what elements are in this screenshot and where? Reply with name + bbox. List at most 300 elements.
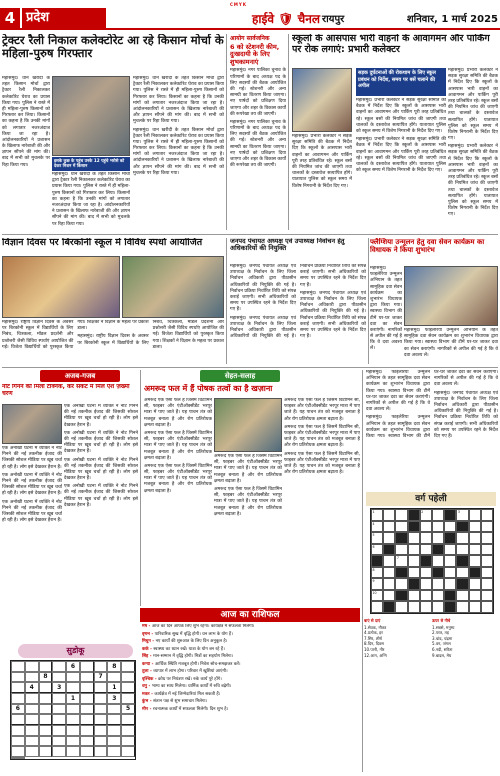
column-rule <box>362 370 363 772</box>
crossword-cell <box>383 544 395 556</box>
crossword-cell-number: 7 <box>396 556 399 561</box>
story-fire-headline[interactable]: 6 को स्टेशनरी कीम, दुःखदायी के लिए शुभकामनाएं <box>230 43 280 66</box>
crossword-across-clue: 4.प्रत्येक, हर <box>364 630 383 636</box>
crossword-cell[interactable] <box>408 601 420 613</box>
crossword-down-title: ऊपर से नीचे <box>432 618 451 623</box>
crossword-cell[interactable] <box>432 509 444 521</box>
story-tractor-photo <box>52 76 130 156</box>
crossword-down <box>432 618 498 772</box>
rashifal-item <box>142 639 360 645</box>
story-school-headline-block <box>292 34 498 66</box>
sudoku-cell[interactable] <box>66 725 80 736</box>
crossword-cell[interactable] <box>408 590 420 602</box>
crossword-cell[interactable] <box>371 532 383 544</box>
crossword-cell[interactable] <box>469 578 481 590</box>
crossword-cell[interactable] <box>432 601 444 613</box>
crossword-cell[interactable] <box>444 578 456 590</box>
crossword-cell[interactable] <box>444 567 456 579</box>
sudoku-cell[interactable] <box>25 714 39 725</box>
story-health-headline-block <box>144 384 360 396</box>
sudoku-cell[interactable] <box>52 746 66 757</box>
crossword-cell <box>408 578 420 590</box>
sudoku-cell[interactable] <box>25 746 39 757</box>
rashifal-text: क्रोध पर नियंत्रण रखें। रुके कार्य पूरे होंगे। <box>158 676 222 682</box>
crossword-cell[interactable] <box>395 601 407 613</box>
crossword-cell[interactable] <box>395 544 407 556</box>
crossword-cell[interactable] <box>420 601 432 613</box>
crossword-across-clue: 7.सिर, शीर्ष <box>364 635 382 641</box>
rashifal-text: आज का दिन आपके लिए शुभ रहेगा। कार्यक्षेत्र में सफलता मिलेगी। <box>151 624 255 629</box>
sudoku-cell[interactable] <box>11 736 25 747</box>
sudoku-cell[interactable] <box>25 672 39 683</box>
story-ajab-text-2: एक अनोखी घटना में व्यक्ति ने नोट गिनने की नई तकनीक ईजाद की जिसकी सोशल मीडिया पर खूब चर्चा हो रही है। लोग इसे देखकर हैरान हैं। <box>64 430 138 455</box>
sudoku-cell[interactable] <box>11 661 25 672</box>
story-inauguration-body-b: महासमुंद। फाइलेरिया उन्मूलन अभियान के तहत सामूहिक दवा सेवन कार्यक्रम का शुभारंभ विधायक द्वारा किया गया। स्वास्थ्य विभाग की टीमें घर-घर जाकर दवा का सेवन कराएंगी। नागरिकों से अपील की गई है कि वे दवा अवश्य लें। <box>404 328 498 358</box>
story-health-text: अमरूद एक ऐसा फल है जिसमें विटामिन सी, फाइबर और एंटीऑक्सीडेंट भरपूर मात्रा में पाए जाते हैं। यह पाचन तंत्र को मजबूत बनाता है और रोग प्रतिरोधक क्षमता बढ़ाता है। <box>144 398 212 428</box>
sudoku-cell[interactable] <box>11 682 25 693</box>
crossword-down-clue: 5.वन, जंगल <box>432 641 451 647</box>
sudoku-cell[interactable] <box>39 746 53 757</box>
story-ajab-text-4: एक अनोखी घटना में व्यक्ति ने नोट गिनने की नई तकनीक ईजाद की जिसकी सोशल मीडिया पर खूब चर्चा हो रही है। लोग इसे देखकर हैरान हैं। <box>64 484 138 508</box>
sudoku-cell[interactable] <box>107 736 121 747</box>
sudoku-cell[interactable] <box>66 714 80 725</box>
sudoku-cell[interactable] <box>52 736 66 747</box>
crossword-cell[interactable] <box>420 532 432 544</box>
crossword-across <box>364 618 430 772</box>
sudoku-cell[interactable] <box>52 714 66 725</box>
crossword-cell[interactable] <box>371 544 383 556</box>
sudoku-cell[interactable] <box>66 682 80 693</box>
rashifal-sign: मकर - <box>142 691 155 697</box>
story-science-body <box>2 320 224 364</box>
story-panchayat-text-2: महासमुंद। जनपद पंचायत अध्यक्ष एवं उपाध्यक्ष के निर्वाचन के लिए जिला निर्वाचन अधिकारी द्वारा पीठासीन अधिकारियों की नियुक्ति की गई है। निर्वाचन प्रक्रिया निर्धारित तिथि को संपन्न कराई जाएगी। सभी अधिकारियों को समय पर उपस्थित रहने के निर्देश दिए गए हैं। <box>230 264 366 340</box>
rashifal-sign: तुला - <box>142 669 154 675</box>
crossword-cell[interactable] <box>481 521 493 533</box>
issue-date: शनिवार, 1 मार्च 2025 <box>406 14 498 25</box>
sudoku-cell[interactable] <box>80 746 94 757</box>
crossword-cell[interactable] <box>481 509 493 521</box>
crossword-cell-number: 6 <box>372 544 375 549</box>
rashifal-item <box>142 684 360 690</box>
crossword-cell[interactable] <box>432 555 444 567</box>
sudoku-cell[interactable] <box>39 661 53 672</box>
story-health-text-5: अमरूद एक ऐसा फल है जिसमें विटामिन सी, फाइबर और एंटीऑक्सीडेंट भरपूर मात्रा में पाए जाते हैं। यह पाचन तंत्र को मजबूत बनाता है और रोग प्रतिरोधक क्षमता बढ़ाता है। <box>214 486 282 517</box>
sudoku-cell[interactable] <box>66 736 80 747</box>
crossword-title: वर्ग पहेली <box>366 492 496 506</box>
crossword-cell[interactable] <box>371 601 383 613</box>
sudoku-cell[interactable] <box>121 746 135 757</box>
sudoku-cell[interactable] <box>11 757 25 759</box>
sudoku-grid[interactable] <box>10 660 136 760</box>
crossword-cell <box>383 601 395 613</box>
rashifal-item <box>142 669 360 675</box>
sudoku-cell[interactable]: 3 <box>52 682 66 693</box>
sudoku-cell[interactable] <box>121 693 135 704</box>
story-health-body-a <box>144 398 212 604</box>
column-rule <box>226 34 227 230</box>
crossword-cell[interactable] <box>408 532 420 544</box>
rashifal-sign: कर्क - <box>142 646 154 652</box>
story-science-photo-2 <box>122 256 224 318</box>
rashifal-text: आर्थिक स्थिति मजबूत होगी। निवेश सोच-समझकर करें। <box>154 661 241 667</box>
crossword-cell[interactable] <box>420 544 432 556</box>
sudoku-cell[interactable] <box>39 736 53 747</box>
story-ajab-text-3: एक अनोखी घटना में व्यक्ति ने नोट गिनने की नई तकनीक ईजाद की जिसकी सोशल मीडिया पर खूब चर्चा हो रही है। लोग इसे देखकर हैरान हैं। <box>64 457 138 482</box>
sudoku-cell[interactable] <box>121 682 135 693</box>
crossword-cell[interactable] <box>481 555 493 567</box>
story-tractor-headline[interactable]: ट्रेक्टर रैली निकाल कलेक्टोरेट आ रहे किसान मोर्चा के महिला-पुरुष गिरफ्तार <box>2 34 224 61</box>
crossword-cell <box>444 590 456 602</box>
crossword-cell-number: 5 <box>372 533 375 538</box>
sudoku-cell[interactable] <box>121 661 135 672</box>
column-rule <box>226 238 227 364</box>
rashifal-item <box>142 707 360 713</box>
rashifal-text: रचनात्मक कार्यों में सफलता मिलेगी। दिन शुभ है। <box>152 706 229 712</box>
crossword-cell <box>395 590 407 602</box>
crossword-cell[interactable] <box>432 590 444 602</box>
story-panchayat-headline[interactable]: जनपद पंचायत अध्यक्ष एवं उपाध्यक्ष निर्वाचन हेतु अधिकारियों की नियुक्ति <box>230 238 345 253</box>
cmyk-mark: CMYK <box>230 2 247 7</box>
story-health-text-7: अमरूद एक ऐसा फल है जिसमें विटामिन सी, फाइबर और एंटीऑक्सीडेंट भरपूर मात्रा में पाए जाते हैं। यह पाचन तंत्र को मजबूत बनाता है और रोग प्रतिरोधक क्षमता बढ़ाता है। <box>284 424 360 449</box>
story-health-text-3: अमरूद एक ऐसा फल है जिसमें विटामिन सी, फाइबर और एंटीऑक्सीडेंट भरपूर मात्रा में पाए जाते हैं। यह पाचन तंत्र को मजबूत बनाता है और रोग प्रतिरोधक क्षमता बढ़ाता है। <box>144 463 212 494</box>
crossword-cell[interactable] <box>383 578 395 590</box>
crossword-cell[interactable] <box>408 544 420 556</box>
story-inauguration-headline-block <box>370 238 498 264</box>
sudoku-cell[interactable] <box>107 725 121 736</box>
crossword-down-clue: 2.परत, तह <box>432 630 449 636</box>
rashifal-item <box>142 654 360 660</box>
story-tractor-text-4: महासमुंद। धान खरीदी के तहत किसान मोर्चा द्वारा ट्रैक्टर रैली निकालकर कलेक्टोरेट घेराव का प्रयास किया गया। पुलिस ने रास्ते में ही महिला-पुरुष किसानों को गिरफ्तार कर लिया। किसानों का कहना है कि उनकी मांगों को लगातार नजरअंदाज किया जा रहा है। आंदोलनकारियों ने प्रशासन के खिलाफ नारेबाजी की और ज्ञापन सौंपने की मांग की। बाद में सभी को मुचलके पर रिहा किया गया। <box>133 127 224 176</box>
crossword-cell[interactable] <box>481 601 493 613</box>
rashifal-sign: धनु - <box>142 684 152 690</box>
sudoku-cell[interactable] <box>80 672 94 683</box>
crossword-cell-number: 8 <box>372 567 375 572</box>
crossword-cell-number: 4 <box>372 521 375 526</box>
crossword-cell[interactable] <box>456 601 468 613</box>
sudoku-cell[interactable] <box>121 736 135 747</box>
crossword-cell[interactable] <box>444 544 456 556</box>
sudoku-cell[interactable] <box>121 725 135 736</box>
story-health-text-4: अमरूद एक ऐसा फल है जिसमें विटामिन सी, फाइबर और एंटीऑक्सीडेंट भरपूर मात्रा में पाए जाते हैं। यह पाचन तंत्र को मजबूत बनाता है और रोग प्रतिरोधक क्षमता बढ़ाता है। <box>214 454 282 484</box>
sudoku-cell[interactable] <box>52 661 66 672</box>
crossword-cell <box>444 601 456 613</box>
crossword-cell[interactable] <box>444 555 456 567</box>
crossword-cell[interactable] <box>456 509 468 521</box>
sudoku-cell[interactable] <box>25 661 39 672</box>
story-fire-body: महासमुंद। नगर पालिका चुनाव के परिणामों के बाद अध्यक्ष पद के लिए सदस्यों की बैठक आयोजित की गई। स्टेशनरी और अन्य सामग्री का वितरण किया जाएगा। नए पार्षदों को प्रशिक्षण दिया जाएगा और शहर के विकास कार्यों की रूपरेखा तय की जाएगी। <box>230 68 286 117</box>
crossword-cell[interactable] <box>420 578 432 590</box>
sudoku-cell[interactable] <box>25 736 39 747</box>
sudoku-cell[interactable] <box>39 682 53 693</box>
story-health-text-6: अमरूद एक ऐसा फल है जिसमें विटामिन सी, फाइबर और एंटीऑक्सीडेंट भरपूर मात्रा में पाए जाते हैं। यह पाचन तंत्र को मजबूत बनाता है और रोग प्रतिरोधक क्षमता बढ़ाता है। <box>284 398 360 422</box>
crossword-cell-number: 10 <box>372 590 377 595</box>
story-inauguration-continued <box>366 370 498 490</box>
story-tractor-text-2: महासमुंद। धान खरीदी के तहत किसान मोर्चा द्वारा ट्रैक्टर रैली निकालकर कलेक्टोरेट घेराव का प्रयास किया गया। पुलिस ने रास्ते में ही महिला-पुरुष किसानों को गिरफ्तार कर लिया। किसानों का कहना है कि उनकी मांगों को लगातार नजरअंदाज किया जा रहा है। आंदोलनकारियों ने प्रशासन के खिलाफ नारेबाजी की और ज्ञापन सौंपने की मांग की। बाद में सभी को मुचलके पर रिहा किया गया। <box>52 172 130 227</box>
story-school-text-3: महासमुंद। प्रभारी कलेक्टर ने सड़क सुरक्षा समिति की बैठक में निर्देश दिए कि स्कूलों के आसपास भारी वाहनों का आवागमन और पार्किंग पूरी तरह प्रतिबंधित रहे। स्कूल बसों की नियमित जांच की जाएगी तथा चालकों के दस्तावेज सत्यापित होंगे। यातायात पुलिस को स्कूल समय में विशेष निगरानी के निर्देश दिए गए। <box>448 68 498 142</box>
crossword-cell[interactable] <box>371 590 383 602</box>
sudoku-cell[interactable] <box>121 672 135 683</box>
story-science-headline[interactable]: विज्ञान दिवस पर बिरकोनी स्कूल में विविध स्पर्धा आयोजित <box>2 238 203 248</box>
crossword-cell <box>444 532 456 544</box>
crossword-cell[interactable] <box>469 555 481 567</box>
sudoku-cell[interactable] <box>80 704 94 715</box>
sudoku-cell[interactable]: 5 <box>121 704 135 715</box>
rashifal-sign: वृषभ - <box>142 631 155 637</box>
crossword-cell[interactable] <box>469 521 481 533</box>
rashifal-text: स्वास्थ्य का ध्यान रखें। यात्रा के योग बन रहे हैं। <box>153 646 225 652</box>
sudoku-cell[interactable] <box>39 704 53 715</box>
sudoku-cell[interactable] <box>80 693 94 704</box>
crossword-cell[interactable] <box>456 532 468 544</box>
story-ajab-text-7: एक अनोखी घटना में व्यक्ति ने नोट गिनने की नई तकनीक ईजाद की जिसकी सोशल मीडिया पर खूब चर्चा हो रही है। लोग इसे देखकर हैरान हैं। <box>2 499 62 524</box>
story-health-body-c <box>284 398 360 604</box>
sudoku-cell[interactable]: 7 <box>94 672 108 683</box>
sudoku-cell[interactable] <box>11 746 25 757</box>
crossword-cell[interactable] <box>383 567 395 579</box>
sudoku-cell[interactable] <box>66 704 80 715</box>
story-ajab-text-6: एक अनोखी घटना में व्यक्ति ने नोट गिनने की नई तकनीक ईजाद की जिसकी सोशल मीडिया पर खूब चर्चा हो रही है। लोग इसे देखकर हैरान हैं। <box>2 472 62 497</box>
story-tractor-text-3: महासमुंद। धान खरीदी के तहत किसान मोर्चा द्वारा ट्रैक्टर रैली निकालकर कलेक्टोरेट घेराव का प्रयास किया गया। पुलिस ने रास्ते में ही महिला-पुरुष किसानों को गिरफ्तार कर लिया। किसानों का कहना है कि उनकी मांगों को लगातार नजरअंदाज किया जा रहा है। आंदोलनकारियों ने प्रशासन के खिलाफ नारेबाजी की और ज्ञापन सौंपने की मांग की। बाद में सभी को मुचलके पर रिहा किया गया। <box>133 76 224 125</box>
crossword-cell[interactable] <box>481 590 493 602</box>
story-tractor-text: महासमुंद। धान खरीदी के तहत किसान मोर्चा द्वारा ट्रैक्टर रैली निकालकर कलेक्टोरेट घेराव का प्रयास किया गया। पुलिस ने रास्ते में ही महिला-पुरुष किसानों को गिरफ्तार कर लिया। किसानों का कहना है कि उनकी मांगों को लगातार नजरअंदाज किया जा रहा है। आंदोलनकारियों ने प्रशासन के खिलाफ नारेबाजी की और ज्ञापन सौंपने की मांग की। बाद में सभी को मुचलके पर रिहा किया गया। <box>2 76 50 168</box>
story-health-text-2: अमरूद एक ऐसा फल है जिसमें विटामिन सी, फाइबर और एंटीऑक्सीडेंट भरपूर मात्रा में पाए जाते हैं। यह पाचन तंत्र को मजबूत बनाता है और रोग प्रतिरोधक क्षमता बढ़ाता है। <box>144 430 212 461</box>
story-ajab-text-5: एक अनोखी घटना में व्यक्ति ने नोट गिनने की नई तकनीक ईजाद की जिसकी सोशल मीडिया पर खूब चर्चा हो रही है। लोग इसे देखकर हैरान हैं। <box>2 446 62 470</box>
column-rule <box>368 238 369 364</box>
crossword-cell[interactable] <box>456 567 468 579</box>
sudoku-cell[interactable] <box>39 693 53 704</box>
sudoku-title: सुडोकू <box>18 644 133 658</box>
sudoku-cell[interactable] <box>94 693 108 704</box>
rashifal-item <box>142 662 360 668</box>
crossword-cell[interactable] <box>395 509 407 521</box>
sudoku-cell[interactable]: 6 <box>11 704 25 715</box>
crossword-across-clue: 1.सेवक, नौकर <box>364 624 387 630</box>
crossword-cell[interactable] <box>456 544 468 556</box>
crossword-cell[interactable] <box>420 567 432 579</box>
sudoku-cell[interactable] <box>52 704 66 715</box>
crossword-cell[interactable] <box>395 521 407 533</box>
rashifal-text: नए कार्यों की शुरुआत के लिए दिन अनुकूल है। <box>155 639 228 645</box>
rashifal-item <box>142 647 360 653</box>
story-school-body-a: महासमुंद। प्रभारी कलेक्टर ने सड़क सुरक्षा समिति की बैठक में निर्देश दिए कि स्कूलों के आसपास भारी वाहनों का आवागमन और पार्किंग पूरी तरह प्रतिबंधित रहे। स्कूल बसों की नियमित जांच की जाएगी तथा चालकों के दस्तावेज सत्यापित होंगे। यातायात पुलिस को स्कूल समय में विशेष निगरानी के निर्देश दिए गए। <box>292 134 352 189</box>
story-panchayat-text-4: महासमुंद। जनपद पंचायत अध्यक्ष एवं उपाध्यक्ष के निर्वाचन के लिए जिला निर्वाचन अधिकारी द्वारा पीठासीन अधिकारियों की नियुक्ति की गई है। निर्वाचन प्रक्रिया निर्धारित तिथि को संपन्न कराई जाएगी। सभी अधिकारियों को समय पर उपस्थित रहने के निर्देश दिए गए हैं। <box>434 390 498 439</box>
page-number: 4 <box>0 8 20 28</box>
column-rule <box>140 370 141 606</box>
story-inauguration-text: महासमुंद। फाइलेरिया उन्मूलन अभियान के तहत सामूहिक दवा सेवन कार्यक्रम का शुभारंभ विधायक द्वारा किया गया। स्वास्थ्य विभाग की टीमें घर-घर जाकर दवा का सेवन कराएंगी। नागरिकों से अपील की गई है कि वे दवा अवश्य लें। <box>366 370 430 413</box>
crossword-cell[interactable] <box>469 590 481 602</box>
crossword-cell <box>371 555 383 567</box>
rashifal-sign: वृश्चिक - <box>142 676 159 682</box>
sudoku-cell[interactable] <box>52 672 66 683</box>
story-inauguration-headline[interactable]: फ्लैग्शिया उन्मूलन हेतु दवा सेवन कार्यक्रम का विधायक ने किया शुभारंभ <box>370 238 485 255</box>
crossword-cell[interactable] <box>469 544 481 556</box>
brand-logo: हाईवे 🛡 चैनल <box>252 12 321 26</box>
story-inauguration-photo <box>404 266 498 326</box>
crossword-cell <box>408 509 420 521</box>
crossword-cell[interactable] <box>408 567 420 579</box>
crossword-cell[interactable] <box>469 532 481 544</box>
sudoku-cell[interactable] <box>25 704 39 715</box>
sudoku-cell[interactable] <box>66 746 80 757</box>
rashifal-sign: मेष - <box>142 624 152 629</box>
crossword-cell[interactable] <box>456 590 468 602</box>
sudoku-cell[interactable] <box>94 704 108 715</box>
crossword-cell <box>420 555 432 567</box>
sudoku-cell[interactable] <box>52 693 66 704</box>
sudoku-cell[interactable]: 4 <box>25 682 39 693</box>
sudoku-cell[interactable] <box>25 693 39 704</box>
crossword-cell[interactable] <box>371 521 383 533</box>
rashifal-item <box>142 677 360 683</box>
section-rule <box>2 234 498 235</box>
crossword-cell-number: 3 <box>457 510 460 514</box>
rashifal-item <box>142 632 360 638</box>
crossword-cell[interactable] <box>383 590 395 602</box>
crossword-across-clue: 12.आग, अग्नि <box>364 652 387 658</box>
rashifal-text: कार्यक्षेत्र में नई जिम्मेदारियां मिल सकती हैं। <box>154 691 221 697</box>
sudoku-cell[interactable] <box>94 661 108 672</box>
sudoku-cell[interactable] <box>80 725 94 736</box>
sudoku-cell[interactable]: 1 <box>66 693 80 704</box>
sudoku-cell[interactable] <box>94 736 108 747</box>
crossword-cell[interactable] <box>481 567 493 579</box>
story-inauguration-body-a: महासमुंद। फाइलेरिया उन्मूलन अभियान के तहत सामूहिक दवा सेवन कार्यक्रम का शुभारंभ विधायक द्वारा किया गया। स्वास्थ्य विभाग की टीमें घर-घर जाकर दवा का सेवन कराएंगी। नागरिकों से अपील की गई है कि वे दवा अवश्य लें। <box>370 266 402 352</box>
story-school-highlight: सड़क दुर्घटनाओं की रोकथाम के लिए स्कूल प्रबंधन को निर्देश, समय पर बसें चलाने की अपील <box>356 68 446 96</box>
crossword-cell[interactable] <box>383 555 395 567</box>
story-ajab-text: एक अनोखी घटना में व्यक्ति ने नोट गिनने की नई तकनीक ईजाद की जिसकी सोशल मीडिया पर खूब चर्चा हो रही है। लोग इसे देखकर हैरान हैं। <box>64 404 138 428</box>
sudoku-cell[interactable] <box>107 672 121 683</box>
crossword-down-clue: 1.सबसे, मनुष्य <box>432 624 455 630</box>
rashifal-text: संतान पक्ष से शुभ समाचार मिलेगा। <box>153 699 208 705</box>
crossword-cell[interactable] <box>481 532 493 544</box>
crossword-across-clue: 10.पानी, नीर <box>364 646 385 652</box>
rashifal-title: आज का राशिफल <box>140 608 360 622</box>
crossword-grid[interactable] <box>370 508 494 614</box>
crossword-cell[interactable] <box>395 578 407 590</box>
story-panchayat-text-3: महासमुंद। जनपद पंचायत अध्यक्ष एवं उपाध्यक्ष के निर्वाचन के लिए जिला निर्वाचन अधिकारी द्वारा पीठासीन अधिकारियों की नियुक्ति की गई है। निर्वाचन प्रक्रिया निर्धारित तिथि को संपन्न कराई जाएगी। सभी अधिकारियों को समय पर उपस्थित रहने के निर्देश दिए गए हैं। <box>300 290 366 340</box>
crossword-cell[interactable] <box>432 532 444 544</box>
sudoku-cell[interactable] <box>80 714 94 725</box>
crossword-cell <box>469 567 481 579</box>
story-ajab-kicker: अजब-गजब <box>40 370 120 382</box>
rashifal-text: पारिवारिक सुख में वृद्धि होगी। धन लाभ के योग हैं। <box>154 631 233 637</box>
crossword-cell[interactable] <box>408 555 420 567</box>
crossword-cell[interactable] <box>481 544 493 556</box>
sudoku-cell[interactable] <box>80 736 94 747</box>
crossword-down-clue: 3.चांद, चंद्रमा <box>432 635 453 641</box>
rashifal-sign: मीन - <box>142 706 153 712</box>
story-health-headline[interactable]: अमरूद फल में हैं पोषक तत्वों का है खज़ाना <box>144 384 273 393</box>
story-tractor-body-a <box>2 76 50 230</box>
crossword-cell-number: 1 <box>372 510 375 514</box>
story-ajab-body-a <box>64 404 138 640</box>
sudoku-cell[interactable]: 1 <box>107 682 121 693</box>
crossword-cell-number: 2 <box>421 510 424 514</box>
masthead <box>0 8 500 30</box>
crossword-cell[interactable] <box>371 567 383 579</box>
crossword-cell[interactable] <box>371 509 383 521</box>
crossword-cell[interactable] <box>383 521 395 533</box>
sudoku-cell[interactable] <box>39 714 53 725</box>
crossword-cell <box>408 521 420 533</box>
rashifal-sign: कन्या - <box>142 661 155 667</box>
crossword-down-list <box>432 625 498 659</box>
sudoku-cell[interactable]: 8 <box>107 661 121 672</box>
story-panchayat-body <box>230 264 366 364</box>
crossword-cell[interactable] <box>371 578 383 590</box>
story-science-headline-block <box>2 238 224 252</box>
story-inauguration-text-2: महासमुंद। फाइलेरिया उन्मूलन अभियान के तहत सामूहिक दवा सेवन कार्यक्रम का शुभारंभ विधायक द्वारा किया गया। स्वास्थ्य विभाग की टीमें घर-घर जाकर दवा का सेवन कराएंगी। नागरिकों से अपील की गई है कि वे दवा अवश्य लें। <box>366 370 498 439</box>
sudoku-cell[interactable] <box>11 672 25 683</box>
story-science-text-2: महासमुंद। राष्ट्रीय विज्ञान दिवस के अवसर पर बिरकोनी स्कूल में विद्यार्थियों के लिए निबंध, चित्रकला, मॉडल प्रदर्शनी और प्रश्नोत्तरी जैसी विविध स्पर्धाएं आयोजित की गईं। विजेता विद्यार्थियों को पुरस्कृत किया गया। शिक्षकों ने विज्ञान के महत्व पर प्रकाश डाला। <box>77 320 224 350</box>
sudoku-cell[interactable] <box>11 693 25 704</box>
story-school-headline[interactable]: स्कूलों के आसपास भारी वाहनों के आवागमन और पार्किंग पर रोक लगाएं: प्रभारी कलेक्टर <box>292 34 490 55</box>
sudoku-cell[interactable] <box>52 725 66 736</box>
city-name: रायपुर <box>322 14 345 25</box>
crossword-cell[interactable] <box>383 532 395 544</box>
section-name: प्रदेश <box>22 8 106 28</box>
crossword-cell-number: 9 <box>372 579 375 584</box>
story-ajab-headline[interactable]: नोट गिनने की मिला टेक्निक, कर संकट में मिल ऐश ज़ख्मी चरण <box>2 384 130 397</box>
story-panchayat-text: महासमुंद। जनपद पंचायत अध्यक्ष एवं उपाध्यक्ष के निर्वाचन के लिए जिला निर्वाचन अधिकारी द्वारा पीठासीन अधिकारियों की नियुक्ति की गई है। निर्वाचन प्रक्रिया निर्धारित तिथि को संपन्न कराई जाएगी। सभी अधिकारियों को समय पर उपस्थित रहने के निर्देश दिए गए हैं। <box>230 264 296 313</box>
crossword-cell[interactable] <box>395 555 407 567</box>
sudoku-cell[interactable] <box>80 682 94 693</box>
crossword-cell <box>444 509 456 521</box>
crossword-cell[interactable] <box>444 521 456 533</box>
story-school-body-b <box>356 98 446 230</box>
section-rule <box>2 367 498 368</box>
story-ajab-body-b <box>2 446 62 640</box>
sudoku-cell[interactable]: 8 <box>39 672 53 683</box>
crossword-cell[interactable] <box>420 590 432 602</box>
sudoku-cell[interactable] <box>94 682 108 693</box>
crossword-cell[interactable] <box>420 509 432 521</box>
sudoku-cell[interactable] <box>11 714 25 725</box>
rashifal-sign: कुंभ - <box>142 699 154 705</box>
crossword-down-clue: 6.नदी, सरिता <box>432 646 453 652</box>
sudoku-cell[interactable] <box>94 714 108 725</box>
crossword-cell <box>432 544 444 556</box>
sudoku-cell[interactable]: 6 <box>66 661 80 672</box>
sudoku-cell[interactable] <box>11 725 25 736</box>
story-health-text-8: अमरूद एक ऐसा फल है जिसमें विटामिन सी, फाइबर और एंटीऑक्सीडेंट भरपूर मात्रा में पाए जाते हैं। यह पाचन तंत्र को मजबूत बनाता है और रोग प्रतिरोधक क्षमता बढ़ाता है। <box>284 451 360 476</box>
story-school-text: महासमुंद। प्रभारी कलेक्टर ने सड़क सुरक्षा समिति की बैठक में निर्देश दिए कि स्कूलों के आसपास भारी वाहनों का आवागमन और पार्किंग पूरी तरह प्रतिबंधित रहे। स्कूल बसों की नियमित जांच की जाएगी तथा चालकों के दस्तावेज सत्यापित होंगे। यातायात पुलिस को स्कूल समय में विशेष निगरानी के निर्देश दिए गए। <box>356 98 446 134</box>
sudoku-cell[interactable] <box>80 661 94 672</box>
sudoku-cell[interactable] <box>94 746 108 757</box>
sudoku-cell[interactable]: 3 <box>107 693 121 704</box>
crossword-cell[interactable] <box>420 521 432 533</box>
crossword-cell <box>395 567 407 579</box>
sudoku-cell[interactable] <box>25 725 39 736</box>
sudoku-cell[interactable] <box>121 714 135 725</box>
crossword-cell[interactable] <box>481 578 493 590</box>
rashifal-item <box>142 699 360 705</box>
story-school-photo <box>292 68 352 132</box>
sudoku-cell[interactable] <box>107 714 121 725</box>
sudoku-cell[interactable] <box>94 725 108 736</box>
story-tractor-caption: इसके कुछ के पहुंच उनके 12 पहुंचे भरोसे को देकर मिशन में किसान <box>52 157 130 171</box>
crossword-cell[interactable] <box>383 509 395 521</box>
sudoku-cell[interactable] <box>107 704 121 715</box>
crossword-cell[interactable] <box>469 509 481 521</box>
sudoku-cell[interactable] <box>107 746 121 757</box>
sudoku-cell[interactable] <box>39 725 53 736</box>
crossword-cell[interactable] <box>432 521 444 533</box>
sudoku-cell[interactable] <box>66 672 80 683</box>
story-fire-kicker: आयोग सार्वजनिक <box>230 35 270 42</box>
crossword-cell[interactable] <box>432 578 444 590</box>
crossword-cell[interactable] <box>469 601 481 613</box>
